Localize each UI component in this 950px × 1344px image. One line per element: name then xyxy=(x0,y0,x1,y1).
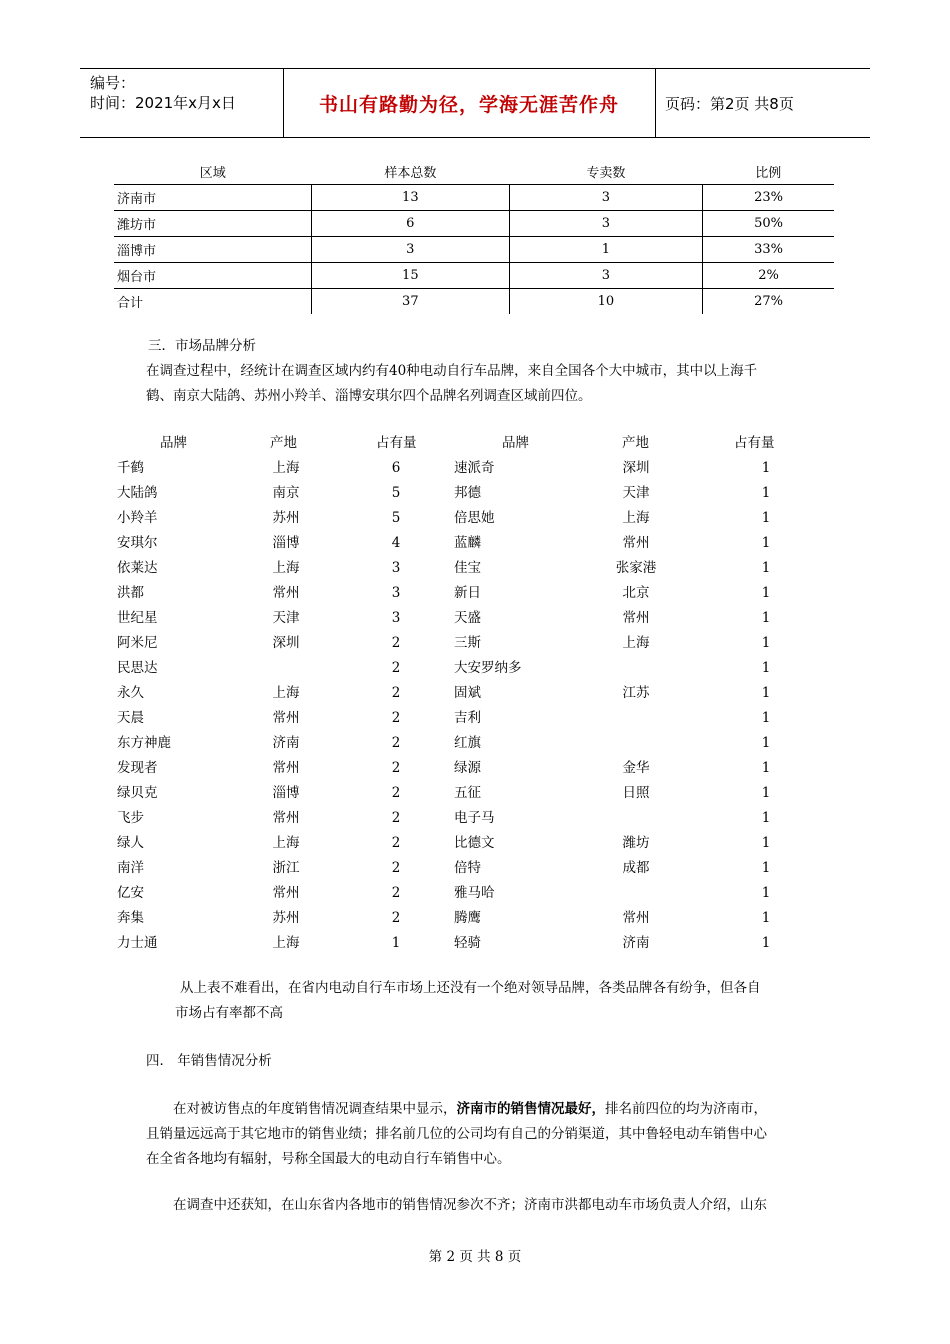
table-cell xyxy=(612,481,660,506)
cell-value: 上海 xyxy=(272,460,300,476)
cell-value: 1 xyxy=(761,685,771,701)
table-cell: 发现者 xyxy=(117,760,158,776)
cell-value: 上海 xyxy=(272,560,300,576)
cell-value: 深圳 xyxy=(622,460,650,476)
table-cell xyxy=(612,831,660,856)
cell-value: 2 xyxy=(391,885,401,901)
cell-value: 江苏 xyxy=(622,685,650,701)
paragraph-line: 从上表不难看出，在省内电动自行车市场上还没有一个绝对领导品牌，各类品牌各有纷争，但各自 xyxy=(180,980,761,996)
table-cell: 大安罗纳多 xyxy=(454,660,522,676)
table-cell: 速派奇 xyxy=(454,460,495,476)
table-cell: 蓝麟 xyxy=(454,535,481,551)
cell-value: 4 xyxy=(391,535,401,551)
cell-value: 1 xyxy=(761,635,771,651)
table-cell: 3 xyxy=(312,237,510,263)
table-cell xyxy=(612,731,660,756)
table-cell xyxy=(382,456,410,481)
cell-value: 3 xyxy=(391,610,401,626)
table-cell: 南洋 xyxy=(117,860,144,876)
table-cell: 33% xyxy=(703,237,834,263)
page-number-label: 页码：第2页 共8页 xyxy=(665,94,794,113)
cell-value: 2 xyxy=(391,835,401,851)
table-cell xyxy=(262,706,310,731)
table-row xyxy=(112,656,812,681)
cell-value: 1 xyxy=(761,460,771,476)
brand-table xyxy=(112,431,812,956)
cell-value: 1 xyxy=(761,535,771,551)
table-cell: 绿源 xyxy=(454,760,481,776)
table-cell xyxy=(752,706,780,731)
table-row xyxy=(114,211,834,237)
table-cell: 安琪尔 xyxy=(117,535,158,551)
table-cell: 吉利 xyxy=(454,710,481,726)
cell-value: 张家港 xyxy=(615,560,657,576)
table-cell xyxy=(612,506,660,531)
cell-value: 1 xyxy=(761,610,771,626)
cell-value: 北京 xyxy=(622,585,650,601)
table-cell xyxy=(382,706,410,731)
table-cell: 27% xyxy=(703,289,834,315)
cell-value: 2 xyxy=(391,710,401,726)
cell-value: 金华 xyxy=(622,760,650,776)
table-cell: 腾鹰 xyxy=(454,910,481,926)
time-label: 时间：2021年x月x日 xyxy=(90,94,236,112)
cell-value: 3 xyxy=(391,585,401,601)
table-row xyxy=(112,881,812,906)
cell-value: 上海 xyxy=(622,510,650,526)
table-cell: 37 xyxy=(312,289,510,315)
table-cell xyxy=(612,631,660,656)
cell-value: 常州 xyxy=(272,710,300,726)
text-run: 在对被访售点的年度销售情况调查结果中显示， xyxy=(173,1101,457,1117)
table-row xyxy=(112,681,812,706)
table-cell xyxy=(612,931,660,956)
table-cell xyxy=(382,856,410,881)
table-row xyxy=(112,581,812,606)
table-cell: 民思达 xyxy=(117,660,158,676)
table-cell xyxy=(382,556,410,581)
table-cell xyxy=(752,806,780,831)
table-cell xyxy=(612,456,660,481)
table-cell xyxy=(612,906,660,931)
table-cell xyxy=(752,606,780,631)
table-cell xyxy=(382,681,410,706)
table-cell xyxy=(752,506,780,531)
cell-value: 潍坊 xyxy=(622,835,650,851)
table-cell xyxy=(612,881,660,906)
cell-value: 上海 xyxy=(622,635,650,651)
cell-value: 1 xyxy=(761,860,771,876)
table-row xyxy=(112,506,812,531)
table-cell xyxy=(612,606,660,631)
table-cell xyxy=(752,581,780,606)
table-row xyxy=(112,831,812,856)
cell-value: 天津 xyxy=(622,485,650,501)
paragraph-line: 在全省各地均有辐射，号称全国最大的电动自行车销售中心。 xyxy=(146,1151,511,1167)
section4-paragraph-1 xyxy=(146,1097,767,1172)
table-cell xyxy=(262,556,310,581)
cell-value: 1 xyxy=(761,935,771,951)
cell-value: 2 xyxy=(391,760,401,776)
cell-value: 1 xyxy=(761,560,771,576)
header-cell: 产地 xyxy=(622,435,649,451)
table-cell xyxy=(262,806,310,831)
table-cell xyxy=(612,531,660,556)
table-cell xyxy=(612,856,660,881)
table-cell xyxy=(612,706,660,731)
cell-value: 淄博 xyxy=(272,535,300,551)
table-cell xyxy=(612,656,660,681)
table-cell: 东方神鹿 xyxy=(117,735,171,751)
table-cell: 奔集 xyxy=(117,910,144,926)
table-cell xyxy=(262,781,310,806)
highlight-text: 济南市的销售情况最好， xyxy=(456,1101,605,1117)
table-cell: 佳宝 xyxy=(454,560,481,576)
table-row xyxy=(112,481,812,506)
table-cell: 倍思她 xyxy=(454,510,495,526)
cell-value: 济南 xyxy=(622,935,650,951)
table-cell: 邦德 xyxy=(454,485,481,501)
table-cell xyxy=(262,881,310,906)
cell-value: 常州 xyxy=(272,760,300,776)
table-cell: 大陆鸽 xyxy=(117,485,158,501)
cell-value: 1 xyxy=(761,585,771,601)
table-row xyxy=(114,289,834,315)
table-cell: 区域 xyxy=(114,159,312,185)
table-cell: 新日 xyxy=(454,585,481,601)
table-cell xyxy=(262,531,310,556)
table-cell xyxy=(752,481,780,506)
table-cell: 绿人 xyxy=(117,835,144,851)
table-row xyxy=(114,185,834,211)
table-cell xyxy=(382,506,410,531)
cell-value: 2 xyxy=(391,685,401,701)
table-cell: 依莱达 xyxy=(117,560,158,576)
header-cell: 品牌 xyxy=(502,435,529,451)
table-cell: 倍特 xyxy=(454,860,481,876)
page-header xyxy=(80,68,870,138)
table-cell xyxy=(382,781,410,806)
table-cell xyxy=(262,631,310,656)
table-row xyxy=(112,856,812,881)
table-cell: 3 xyxy=(509,263,703,289)
table-cell xyxy=(262,506,310,531)
table-row xyxy=(112,756,812,781)
table-cell: 比德文 xyxy=(454,835,495,851)
paragraph-line: 鹤、南京大陆鸽、苏州小羚羊、淄博安琪尔四个品牌名列调查区域前四位。 xyxy=(146,388,592,404)
paragraph-line: 市场占有率都不高 xyxy=(175,1005,283,1021)
table-cell xyxy=(752,756,780,781)
table-row xyxy=(112,456,812,481)
table-cell xyxy=(262,581,310,606)
table-cell: 小羚羊 xyxy=(117,510,158,526)
section3-heading: 三．市场品牌分析 xyxy=(148,338,256,354)
table-cell xyxy=(262,456,310,481)
paragraph-line: 且销量远远高于其它地市的销售业绩；排名前几位的公司均有自己的分销渠道，其中鲁轻电动车销售中心 xyxy=(146,1126,767,1142)
header-cell: 品牌 xyxy=(160,435,187,451)
table-row xyxy=(114,237,834,263)
table-row xyxy=(112,606,812,631)
table-cell xyxy=(382,756,410,781)
cell-value: 成都 xyxy=(622,860,650,876)
cell-value: 南京 xyxy=(272,485,300,501)
cell-value: 常州 xyxy=(272,885,300,901)
header-divider xyxy=(655,69,656,137)
table-cell xyxy=(752,656,780,681)
cell-value: 5 xyxy=(391,485,401,501)
cell-value: 1 xyxy=(761,735,771,751)
table-cell xyxy=(382,656,410,681)
table-cell: 济南市 xyxy=(114,185,312,211)
table-cell: 10 xyxy=(509,289,703,315)
table-cell: 力士通 xyxy=(117,935,158,951)
table-cell xyxy=(382,906,410,931)
table-cell: 1 xyxy=(509,237,703,263)
section3-paragraph xyxy=(146,359,757,409)
table-cell xyxy=(752,531,780,556)
table-cell: 6 xyxy=(312,211,510,237)
table-cell: 千鹤 xyxy=(117,460,144,476)
table-cell xyxy=(612,556,660,581)
table-cell xyxy=(262,906,310,931)
table-cell xyxy=(262,606,310,631)
table-cell xyxy=(262,681,310,706)
table-cell: 绿贝克 xyxy=(117,785,158,801)
table-cell xyxy=(382,581,410,606)
table-cell xyxy=(752,556,780,581)
table-cell xyxy=(752,906,780,931)
table-cell: 专卖数 xyxy=(509,159,703,185)
table-cell: 比例 xyxy=(703,159,834,185)
cell-value: 苏州 xyxy=(272,510,300,526)
table-cell xyxy=(262,756,310,781)
table-cell: 潍坊市 xyxy=(114,211,312,237)
table-row xyxy=(112,556,812,581)
table-row xyxy=(112,931,812,956)
header-cell: 占有量 xyxy=(376,435,417,451)
table-cell: 亿安 xyxy=(117,885,144,901)
table-row xyxy=(112,906,812,931)
cell-value: 1 xyxy=(761,785,771,801)
table-cell xyxy=(752,631,780,656)
table-cell xyxy=(382,481,410,506)
table-cell: 50% xyxy=(703,211,834,237)
table-cell: 固斌 xyxy=(454,685,481,701)
cell-value: 2 xyxy=(391,635,401,651)
table-row xyxy=(112,731,812,756)
cell-value: 1 xyxy=(761,760,771,776)
header-left xyxy=(90,73,236,113)
table-cell: 样本总数 xyxy=(312,159,510,185)
table-row xyxy=(112,631,812,656)
cell-value: 2 xyxy=(391,910,401,926)
section4-heading: 四． 年销售情况分析 xyxy=(146,1053,272,1069)
table-cell xyxy=(382,606,410,631)
table-cell xyxy=(612,806,660,831)
paragraph-line: 在调查过程中，经统计在调查区域内约有40种电动自行车品牌，来自全国各个大中城市，其中以上海千 xyxy=(146,363,758,379)
table-cell xyxy=(752,731,780,756)
cell-value: 1 xyxy=(761,810,771,826)
table-row xyxy=(114,263,834,289)
brand-table-header xyxy=(112,431,812,456)
table-cell: 烟台市 xyxy=(114,263,312,289)
table-cell xyxy=(752,931,780,956)
table-cell xyxy=(612,781,660,806)
table-cell: 三斯 xyxy=(454,635,481,651)
table-row xyxy=(112,806,812,831)
cell-value: 3 xyxy=(391,560,401,576)
table-cell: 15 xyxy=(312,263,510,289)
region-table xyxy=(114,159,834,314)
table-cell xyxy=(262,856,310,881)
number-label: 编号： xyxy=(90,74,136,92)
header-cell: 占有量 xyxy=(734,435,775,451)
table-cell: 阿米尼 xyxy=(117,635,158,651)
cell-value: 2 xyxy=(391,660,401,676)
table-cell: 轻骑 xyxy=(454,935,481,951)
cell-value: 1 xyxy=(761,510,771,526)
table-cell xyxy=(262,656,310,681)
table-cell: 淄博市 xyxy=(114,237,312,263)
cell-value: 上海 xyxy=(272,935,300,951)
cell-value: 上海 xyxy=(272,835,300,851)
table-cell: 天盛 xyxy=(454,610,481,626)
cell-value: 常州 xyxy=(272,585,300,601)
table-row xyxy=(112,781,812,806)
cell-value: 1 xyxy=(761,710,771,726)
table-cell xyxy=(612,681,660,706)
table-cell: 世纪星 xyxy=(117,610,158,626)
table-cell: 飞步 xyxy=(117,810,144,826)
table-cell xyxy=(382,831,410,856)
cell-value: 深圳 xyxy=(272,635,300,651)
table-cell: 雅马哈 xyxy=(454,885,495,901)
table-cell xyxy=(382,631,410,656)
table-cell xyxy=(752,831,780,856)
cell-value: 济南 xyxy=(272,735,300,751)
table-cell xyxy=(262,931,310,956)
table-cell xyxy=(382,931,410,956)
cell-value: 日照 xyxy=(622,785,650,801)
cell-value: 常州 xyxy=(622,535,650,551)
cell-value: 苏州 xyxy=(272,910,300,926)
table-cell xyxy=(752,856,780,881)
cell-value: 天津 xyxy=(272,610,300,626)
table-cell xyxy=(752,781,780,806)
cell-value: 2 xyxy=(391,860,401,876)
section4-paragraph-2: 在调查中还获知，在山东省内各地市的销售情况参次不齐；济南市洪都电动车市场负责人介绍，山东 xyxy=(173,1197,767,1213)
cell-value: 淄博 xyxy=(272,785,300,801)
table-cell xyxy=(382,806,410,831)
cell-value: 1 xyxy=(761,885,771,901)
cell-value: 2 xyxy=(391,735,401,751)
cell-value: 1 xyxy=(761,910,771,926)
table-cell xyxy=(382,731,410,756)
table-cell: 3 xyxy=(509,185,703,211)
paragraph-line xyxy=(146,1097,767,1122)
table-cell xyxy=(262,831,310,856)
cell-value: 浙江 xyxy=(272,860,300,876)
table-cell: 合计 xyxy=(117,296,144,311)
table-cell: 2% xyxy=(703,263,834,289)
table-cell xyxy=(752,881,780,906)
table-cell xyxy=(382,881,410,906)
table-cell: 13 xyxy=(312,185,510,211)
table-cell: 23% xyxy=(703,185,834,211)
table-cell xyxy=(262,481,310,506)
cell-value: 常州 xyxy=(272,810,300,826)
cell-value: 5 xyxy=(391,510,401,526)
text-run: 排名前四位的均为济南市， xyxy=(605,1101,767,1117)
table-cell: 永久 xyxy=(117,685,144,701)
table-cell: 天晨 xyxy=(117,710,144,726)
table-header-row xyxy=(114,159,834,185)
header-motto: 书山有路勤为径，学海无涯苦作舟 xyxy=(318,93,619,116)
table-cell xyxy=(752,456,780,481)
table-cell: 3 xyxy=(509,211,703,237)
table-row xyxy=(112,531,812,556)
table-cell: 红旗 xyxy=(454,735,481,751)
cell-value: 2 xyxy=(391,785,401,801)
cell-value: 1 xyxy=(761,835,771,851)
cell-value: 1 xyxy=(761,660,771,676)
cell-value: 2 xyxy=(391,810,401,826)
table-cell xyxy=(262,731,310,756)
table-cell xyxy=(612,581,660,606)
table-cell: 五征 xyxy=(454,785,481,801)
header-cell: 产地 xyxy=(270,435,297,451)
table-cell: 洪都 xyxy=(117,585,144,601)
cell-value: 6 xyxy=(391,460,401,476)
table-row xyxy=(112,706,812,731)
cell-value: 常州 xyxy=(622,910,650,926)
conclusion-paragraph xyxy=(175,976,761,1026)
cell-value: 1 xyxy=(391,935,401,951)
cell-value: 常州 xyxy=(622,610,650,626)
page-footer: 第 2 页 共 8 页 xyxy=(428,1249,522,1265)
table-cell xyxy=(612,756,660,781)
cell-value: 上海 xyxy=(272,685,300,701)
table-cell xyxy=(752,681,780,706)
table-cell xyxy=(382,531,410,556)
table-cell: 电子马 xyxy=(454,810,495,826)
cell-value: 1 xyxy=(761,485,771,501)
